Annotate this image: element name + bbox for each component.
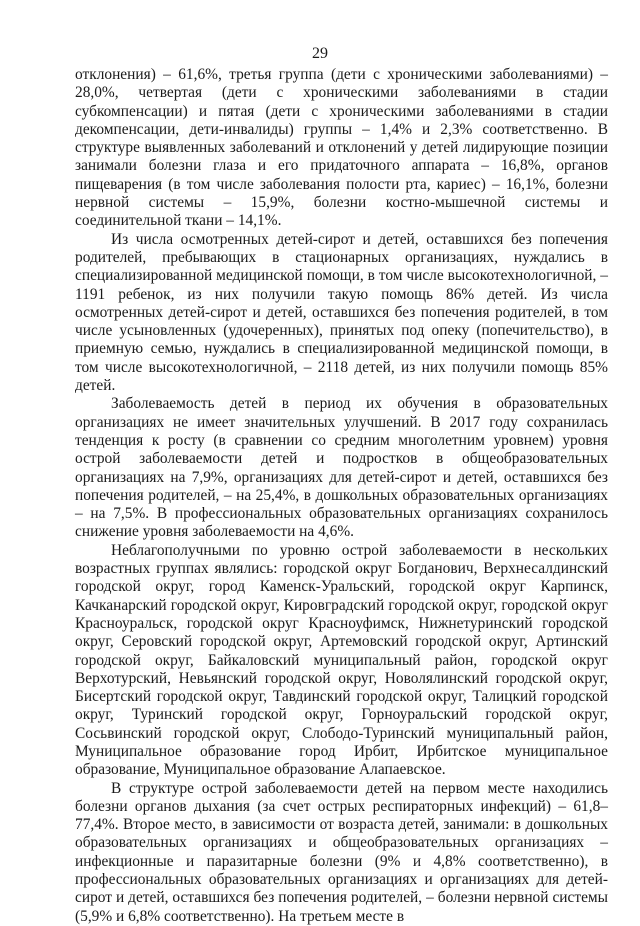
body-text: [75, 66, 608, 926]
paragraph-morbidity-trends: Заболеваемость детей в период их обучения в образовательных организациях не имеет значительных улучшений. В 2017 году сохранилась тенденция к росту (в сравнении со средним многолетним уровнем) уровня острой заболеваемости детей и подростков в общеобразовательных организациях на 7,9%, организациях для детей-сирот и детей, оставшихся без попечения родителей, – на 25,4%, в дошкольных образовательных организациях – на 7,5%. В профессиональных образовательных организациях сохранилось снижение уровня заболеваемости на 4,6%.: [75, 395, 608, 541]
paragraph-unfavorable-districts: Неблагополучными по уровню острой заболеваемости в нескольких возрастных группах являлись: городской округ Богданович, Верхнесалдинский городской округ, город Каменск-Уральский, городской округ Карпинск, Качканарский городской округ, Кировградский городской округ, городской округ Красноуральск, городской округ Красноуфимск, Нижнетуринский городской округ, Серовский городской округ, Артемовский городской округ, Артинский городской округ, Байкаловский муниципальный район, городской округ Верхотурский, Невьянский городской округ, Новолялинский городской округ, Бисертский городской округ, Тавдинский городской округ, Талицкий городской округ, Туринский городской округ, Горноуральский городской округ, Сосьвинский городской округ, Слободо-Туринский муниципальный район, Муниципальное образование город Ирбит, Ирбитское муниципальное образование, Муниципальное образование Алапаевское.: [75, 541, 608, 779]
paragraph-morbidity-structure: В структуре острой заболеваемости детей на первом месте находились болезни органов дыхания (за счет острых респираторных инфекций) – 61,8–77,4%. Второе место, в зависимости от возраста детей, занимали: в дошкольных образовательных организациях и общеобразовательных организациях – инфекционные и паразитарные болезни (9% и 4,8% соответственно), в профессиональных образовательных организациях и организациях для детей-сирот и детей, оставшихся без попечения родителей, – болезни нервной системы (5,9% и 6,8% соответственно). На третьем месте в: [75, 779, 608, 925]
paragraph-orphans-medical-care: Из числа осмотренных детей-сирот и детей, оставшихся без попечения родителей, пребывающих в стационарных организациях, нуждались в специализированной медицинской помощи, в том числе высокотехнологичной, – 1191 ребенок, из них получили такую помощь 86% детей. Из числа осмотренных детей-сирот и детей, оставшихся без попечения родителей, в том числе усыновленных (удочеренных), принятых под опеку (попечительство), в приемную семью, нуждались в специализированной медицинской помощи, в том числе высокотехнологичной, – 2118 детей, из них получили помощь 85% детей.: [75, 230, 608, 395]
paragraph-health-groups: отклонения) – 61,6%, третья группа (дети с хроническими заболеваниями) – 28,0%, четвертая (дети с хроническими заболеваниями в стадии субкомпенсации) и пятая (дети с хроническими заболеваниями в стадии декомпенсации, дети-инвалиды) группы – 1,4% и 2,3% соответственно. В структуре выявленных заболеваний и отклонений у детей лидирующие позиции занимали болезни глаза и его придаточного аппарата – 16,8%, органов пищеварения (в том числе заболевания полости рта, кариес) – 16,1%, болезни нервной системы – 15,9%, болезни костно-мышечной системы и соединительной ткани – 14,1%.: [75, 66, 608, 230]
page-number: 29: [312, 45, 328, 62]
